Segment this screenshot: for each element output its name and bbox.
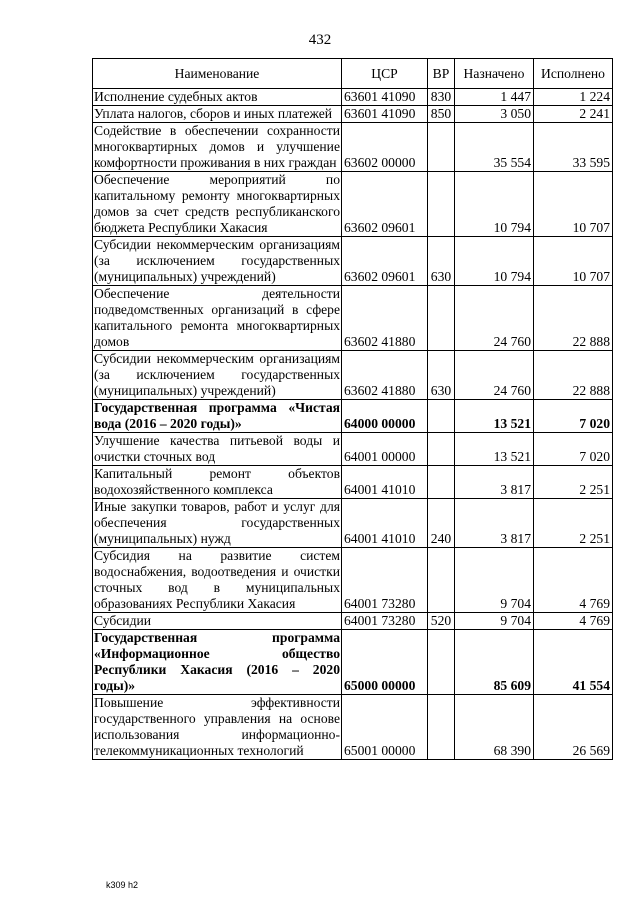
table-row bbox=[93, 400, 613, 433]
cell-csr: 65000 00000 bbox=[342, 630, 428, 695]
cell-assigned: 68 390 bbox=[455, 695, 534, 760]
table-row bbox=[93, 286, 613, 351]
cell-vr bbox=[428, 123, 455, 172]
cell-csr: 63601 41090 bbox=[342, 89, 428, 106]
cell-csr: 63601 41090 bbox=[342, 106, 428, 123]
cell-csr: 64001 00000 bbox=[342, 433, 428, 466]
cell-vr bbox=[428, 630, 455, 695]
cell-vr bbox=[428, 548, 455, 613]
cell-csr: 64000 00000 bbox=[342, 400, 428, 433]
cell-vr bbox=[428, 695, 455, 760]
cell-executed: 22 888 bbox=[534, 286, 613, 351]
cell-executed: 41 554 bbox=[534, 630, 613, 695]
cell-name: Субсидии bbox=[93, 613, 342, 630]
cell-executed: 10 707 bbox=[534, 172, 613, 237]
cell-vr: 850 bbox=[428, 106, 455, 123]
cell-name: Обеспечение деятельности подведомственных организаций в сфере капитального ремонта многоквартирных домов bbox=[94, 286, 340, 349]
cell-name: Государственная программа «Информационное общество Республики Хакасия (2016 – 2020 годы)» bbox=[94, 630, 340, 693]
cell-assigned: 24 760 bbox=[455, 286, 534, 351]
table-row bbox=[93, 237, 613, 286]
cell-assigned: 24 760 bbox=[455, 351, 534, 400]
page-number: 432 bbox=[308, 32, 332, 48]
cell-vr bbox=[428, 433, 455, 466]
table-header-row bbox=[93, 59, 613, 89]
cell-csr: 64001 41010 bbox=[342, 466, 428, 499]
footer-code: k309 h2 bbox=[106, 880, 139, 890]
cell-csr: 63602 41880 bbox=[342, 351, 428, 400]
cell-assigned: 85 609 bbox=[455, 630, 534, 695]
cell-name: Капитальный ремонт объектов водохозяйственного комплекса bbox=[94, 466, 340, 497]
cell-executed: 4 769 bbox=[534, 613, 613, 630]
table-row bbox=[93, 695, 613, 760]
cell-assigned: 1 447 bbox=[455, 89, 534, 106]
header-name: Наименование bbox=[93, 59, 342, 89]
cell-executed: 26 569 bbox=[534, 695, 613, 760]
cell-name: Повышение эффективности государственного управления на основе использования информационно-телекоммуникационных технологий bbox=[94, 695, 340, 758]
cell-executed: 33 595 bbox=[534, 123, 613, 172]
table-row bbox=[93, 106, 613, 123]
cell-csr: 64001 73280 bbox=[342, 613, 428, 630]
cell-csr: 63602 09601 bbox=[342, 172, 428, 237]
table-row bbox=[93, 466, 613, 499]
cell-csr: 63602 41880 bbox=[342, 286, 428, 351]
cell-executed: 2 251 bbox=[534, 466, 613, 499]
cell-vr: 240 bbox=[428, 499, 455, 548]
cell-assigned: 9 704 bbox=[455, 548, 534, 613]
cell-executed: 2 241 bbox=[534, 106, 613, 123]
table-row bbox=[93, 613, 613, 630]
header-executed: Исполнено bbox=[534, 59, 613, 89]
table-row bbox=[93, 123, 613, 172]
cell-vr: 830 bbox=[428, 89, 455, 106]
table-row bbox=[93, 172, 613, 237]
cell-name: Иные закупки товаров, работ и услуг для обеспечения государственных (муниципальных) нужд bbox=[94, 499, 340, 546]
cell-assigned: 3 050 bbox=[455, 106, 534, 123]
cell-name: Субсидии некоммерческим организациям (за исключением государственных (муниципальных) учреждений) bbox=[94, 237, 340, 284]
cell-name: Обеспечение мероприятий по капитальному ремонту многоквартирных домов за счет средств республиканского бюджета Республики Хакасия bbox=[94, 172, 340, 235]
cell-executed: 7 020 bbox=[534, 433, 613, 466]
table-row bbox=[93, 89, 613, 106]
cell-csr: 63602 09601 bbox=[342, 237, 428, 286]
cell-assigned: 13 521 bbox=[455, 433, 534, 466]
cell-assigned: 10 794 bbox=[455, 172, 534, 237]
table-row bbox=[93, 548, 613, 613]
cell-csr: 64001 73280 bbox=[342, 548, 428, 613]
cell-name: Уплата налогов, сборов и иных платежей bbox=[93, 106, 342, 123]
cell-vr bbox=[428, 466, 455, 499]
header-assigned: Назначено bbox=[455, 59, 534, 89]
cell-assigned: 13 521 bbox=[455, 400, 534, 433]
cell-assigned: 35 554 bbox=[455, 123, 534, 172]
cell-assigned: 3 817 bbox=[455, 499, 534, 548]
cell-assigned: 10 794 bbox=[455, 237, 534, 286]
cell-csr: 63602 00000 bbox=[342, 123, 428, 172]
cell-vr: 630 bbox=[428, 237, 455, 286]
header-vr: ВР bbox=[428, 59, 455, 89]
cell-executed: 7 020 bbox=[534, 400, 613, 433]
cell-executed: 2 251 bbox=[534, 499, 613, 548]
cell-name: Государственная программа «Чистая вода (2016 – 2020 годы)» bbox=[94, 400, 340, 431]
cell-vr bbox=[428, 172, 455, 237]
cell-vr bbox=[428, 286, 455, 351]
table-body bbox=[93, 89, 613, 760]
header-csr: ЦСР bbox=[342, 59, 428, 89]
cell-csr: 65001 00000 bbox=[342, 695, 428, 760]
cell-name: Содействие в обеспечении сохранности многоквартирных домов и улучшение комфортности проживания в них граждан bbox=[94, 123, 340, 170]
cell-vr: 520 bbox=[428, 613, 455, 630]
cell-executed: 10 707 bbox=[534, 237, 613, 286]
cell-name: Субсидии некоммерческим организациям (за исключением государственных (муниципальных) учреждений) bbox=[94, 351, 340, 398]
table-row bbox=[93, 630, 613, 695]
cell-csr: 64001 41010 bbox=[342, 499, 428, 548]
cell-vr bbox=[428, 400, 455, 433]
cell-assigned: 3 817 bbox=[455, 466, 534, 499]
cell-name: Исполнение судебных актов bbox=[93, 89, 342, 106]
cell-assigned: 9 704 bbox=[455, 613, 534, 630]
cell-executed: 22 888 bbox=[534, 351, 613, 400]
cell-vr: 630 bbox=[428, 351, 455, 400]
table-row bbox=[93, 433, 613, 466]
table-row bbox=[93, 351, 613, 400]
cell-name: Улучшение качества питьевой воды и очистки сточных вод bbox=[94, 433, 340, 464]
cell-executed: 1 224 bbox=[534, 89, 613, 106]
cell-name: Субсидия на развитие систем водоснабжения, водоотведения и очистки сточных вод в муниципальных образованиях Республики Хакасия bbox=[94, 548, 340, 611]
cell-executed: 4 769 bbox=[534, 548, 613, 613]
budget-table bbox=[92, 58, 613, 760]
table-row bbox=[93, 499, 613, 548]
